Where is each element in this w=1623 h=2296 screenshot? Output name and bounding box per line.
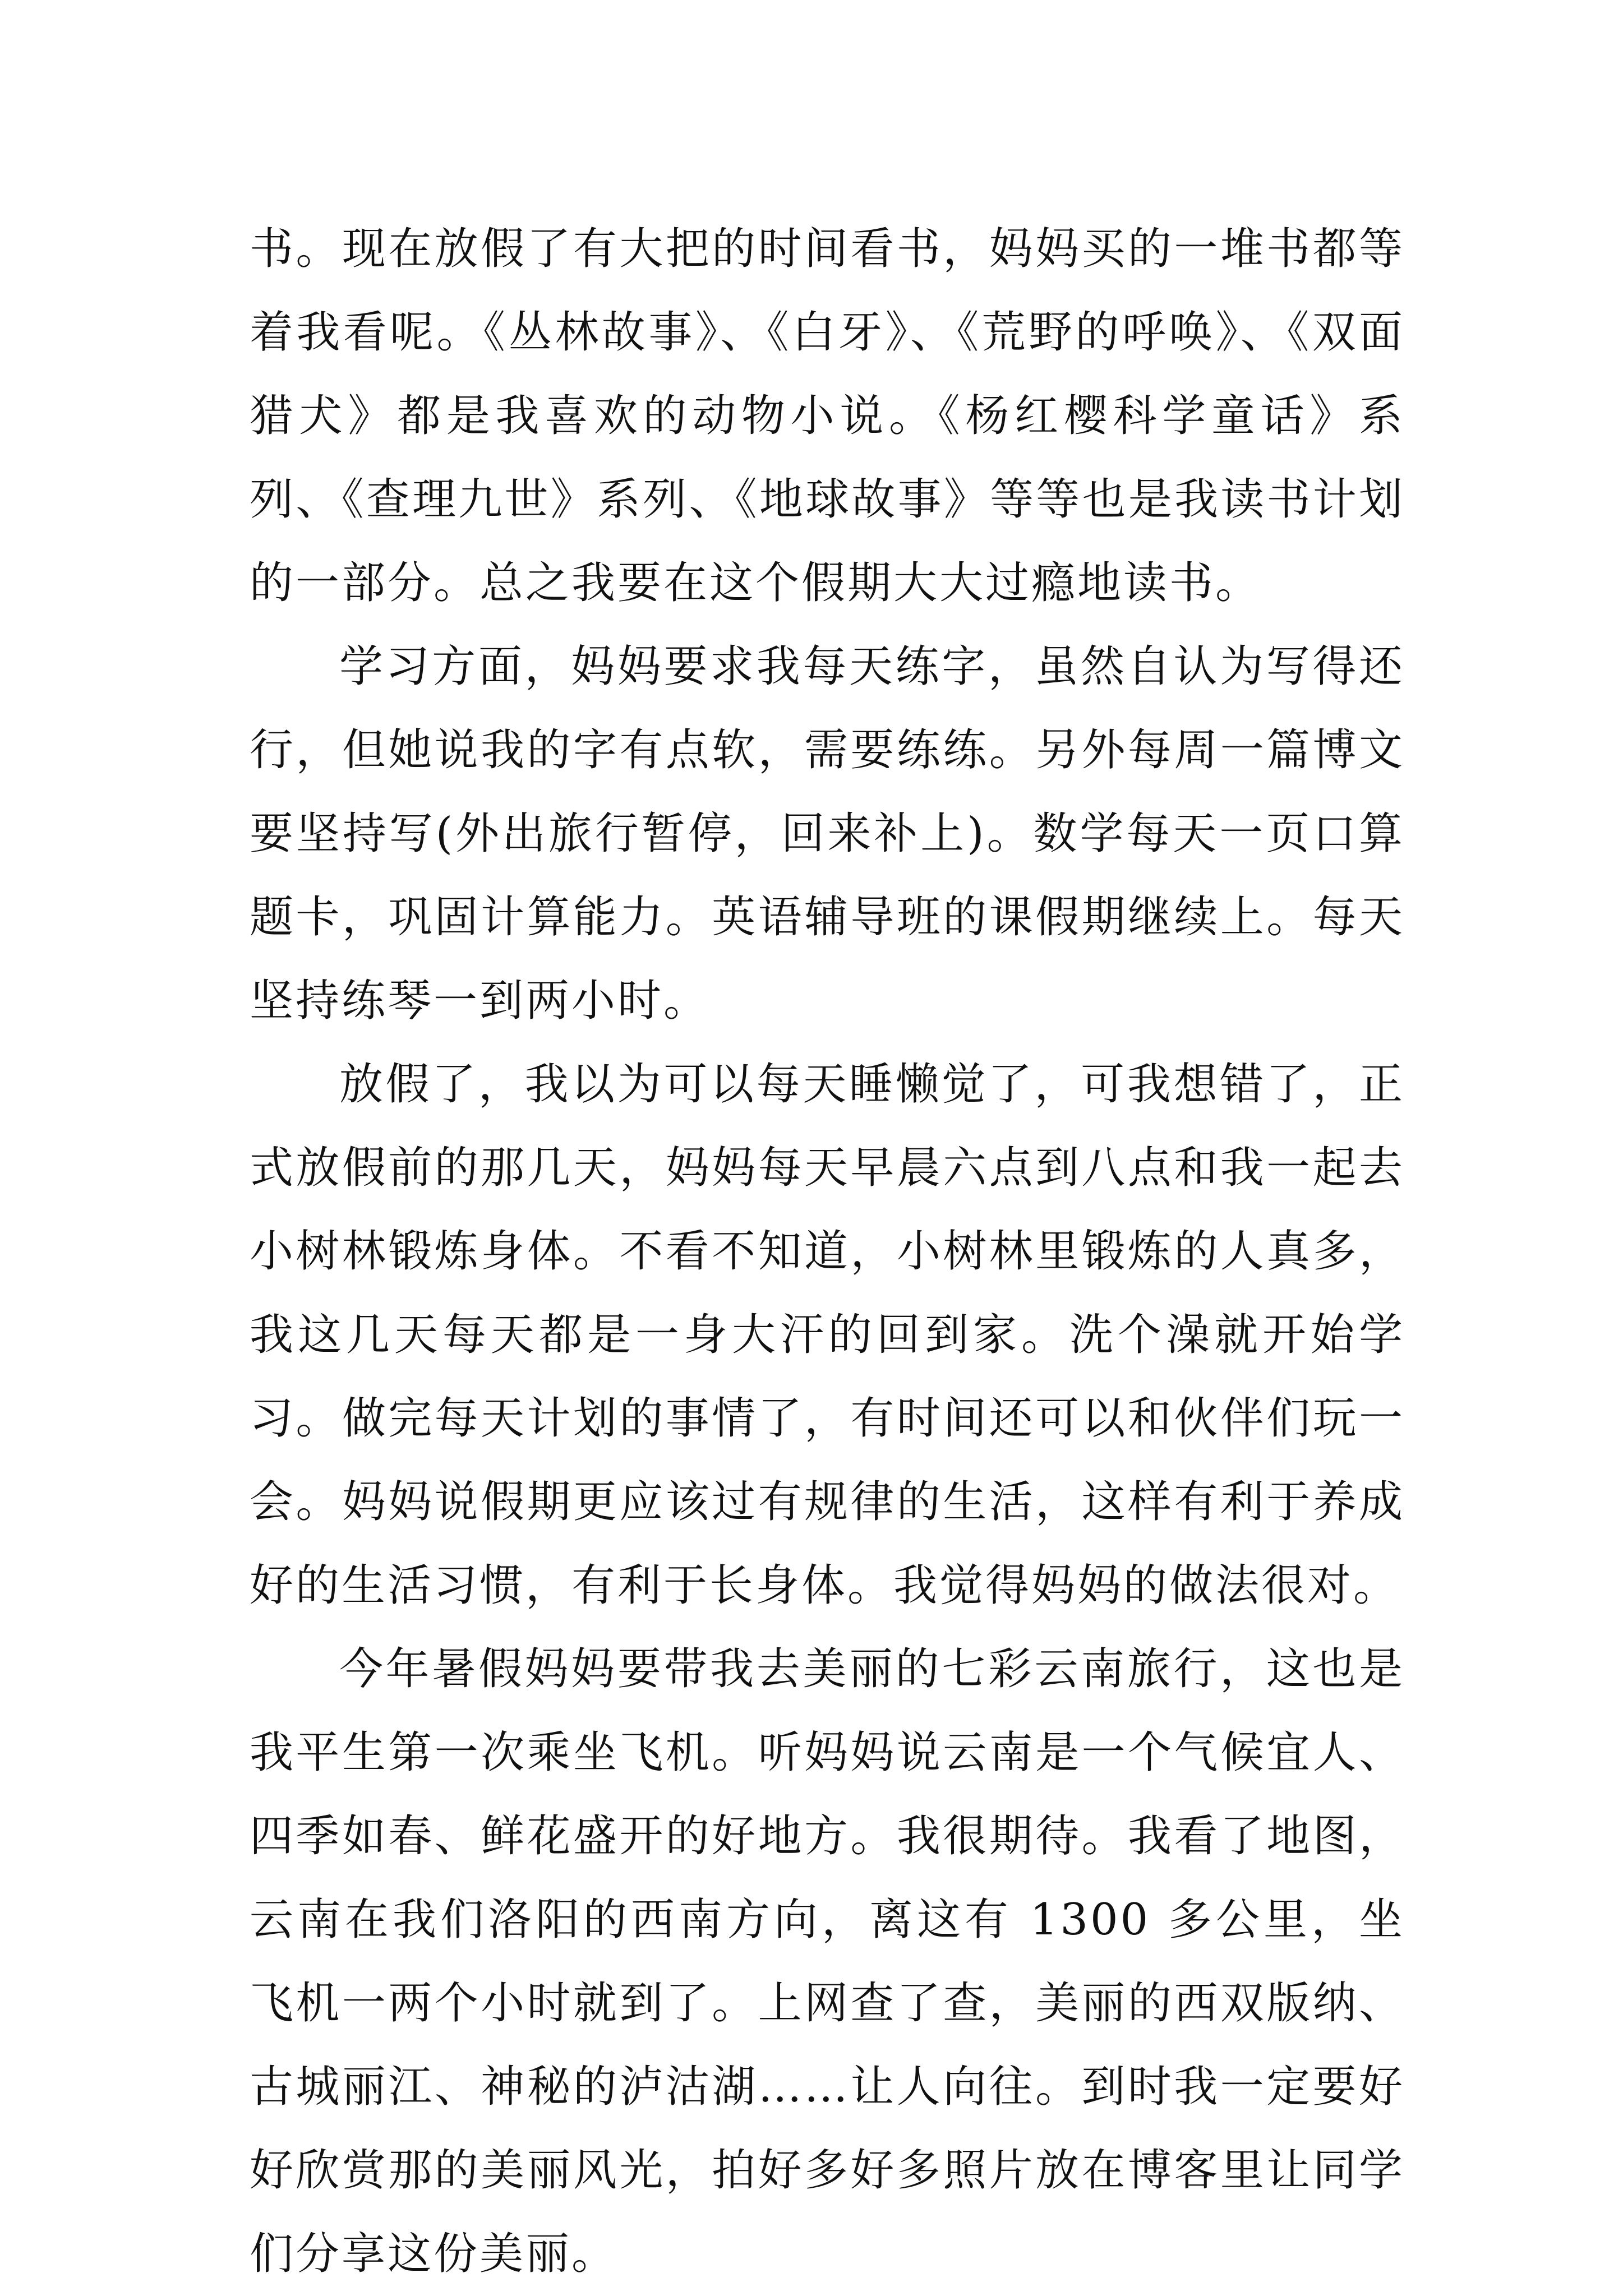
paragraph-study-plan: 学习方面，妈妈要求我每天练字，虽然自认为写得还行，但她说我的字有点软，需要练练。另外每周一篇博文要坚持写(外出旅行暂停，回来补上)。数学每天一页口算题卡，巩固计算能力。英语辅导班的课假期继续上。每天坚持练琴一到两小时。 [250,641,1405,1026]
paragraph-continued: 书。现在放假了有大把的时间看书，妈妈买的一堆书都等着我看呢。《丛林故事》、《白牙》、《荒野的呼唤》、《双面猎犬》都是我喜欢的动物小说。《杨红樱科学童话》系列、《查理九世》系列、《地球故事》等等也是我读书计划的一部分。总之我要在这个假期大大过瘾地读书。 [250,224,1405,608]
paragraph-morning-exercise: 放假了，我以为可以每天睡懒觉了，可我想错了，正式放假前的那几天，妈妈每天早晨六点到八点和我一起去小树林锻炼身体。不看不知道，小树林里锻炼的人真多，我这几天每天都是一身大汗的回到家。洗个澡就开始学习。做完每天计划的事情了，有时间还可以和伙伴们玩一会。妈妈说假期更应该过有规律的生活，这样有利于养成好的生活习惯，有利于长身体。我觉得妈妈的做法很对。 [250,1059,1405,1611]
paragraph-yunnan-trip: 今年暑假妈妈要带我去美丽的七彩云南旅行，这也是我平生第一次乘坐飞机。听妈妈说云南是一个气候宜人、四季如春、鲜花盛开的好地方。我很期待。我看了地图，云南在我们洛阳的西南方向，离这有 1300 多公里，坐飞机一两个小时就到了。上网查了查，美丽的西双版纳、古城丽江、神秘的泸沽湖……让人向往。到时我一定要好好欣赏那的美丽风光，拍好多好多照片放在博客里让同学们分享这份美丽。 [250,1644,1405,2279]
body-text [250,207,1405,2296]
